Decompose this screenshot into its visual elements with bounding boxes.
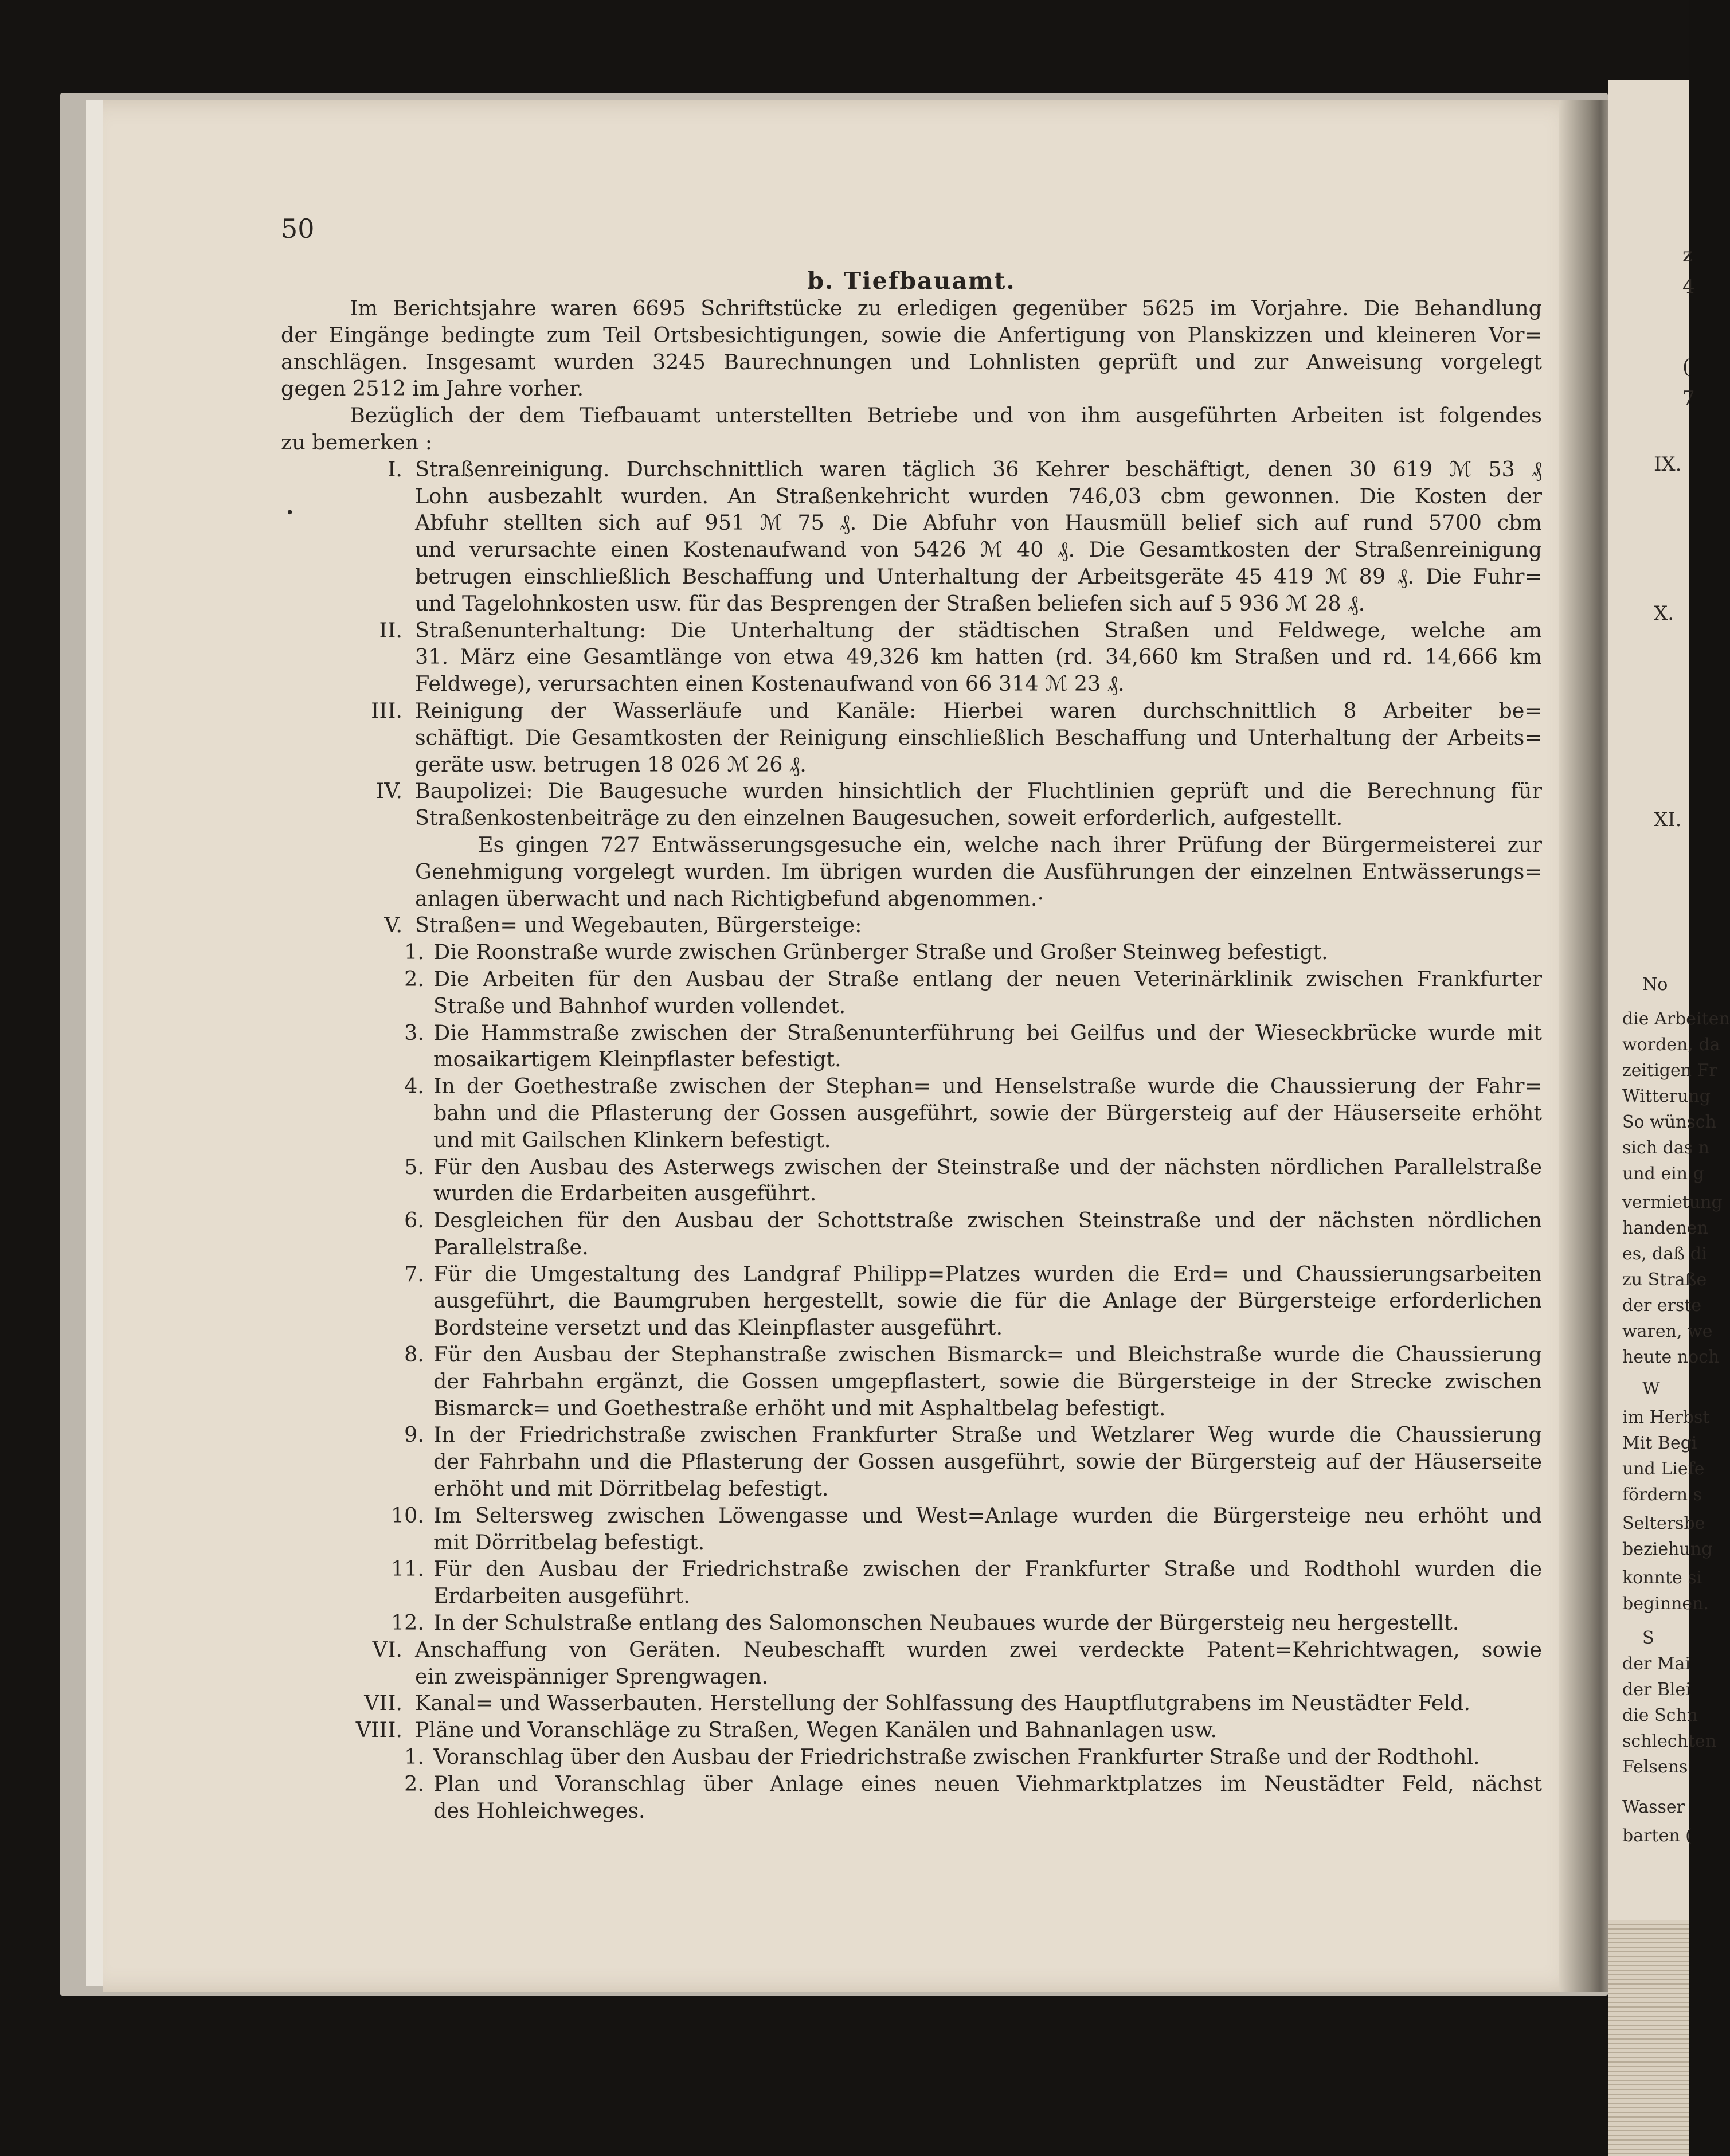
list-item-line: [281, 966, 1542, 993]
adjacent-word: sich das n: [1622, 1138, 1709, 1158]
list-item-text: Für den Ausbau der Friedrichstraße zwischen der Frankfurter Straße und Rodthohl wurden die: [433, 1556, 1542, 1582]
list-item-line: [281, 1502, 1542, 1529]
section-text: und Tagelohnkosten usw. für das Besprengen der Straßen beliefen sich auf 5 936 ℳ 28 ₰.: [415, 590, 1365, 616]
numeral-spacer: [281, 510, 415, 537]
section-line: [281, 752, 1542, 778]
section-text: Kanal= und Wasserbauten. Herstellung der Sohlfassung des Hauptflutgrabens im Neustädter Feld.: [415, 1691, 1471, 1716]
list-item-line: [281, 1100, 1542, 1127]
section-line: [281, 1690, 1542, 1717]
intro-line: anschlägen. Insgesamt wurden 3245 Baurechnungen und Lohnlisten geprüft und zur Anweisung vorgelegt: [281, 349, 1542, 374]
adjacent-word: der Blei: [1622, 1680, 1691, 1700]
section-para-text: anlagen überwacht und nach Richtigbefund abgenommen.·: [415, 886, 1044, 911]
section-numeral: VI.: [372, 1637, 402, 1662]
numeral-spacer: [281, 805, 415, 832]
section-numeral: I.: [387, 456, 402, 482]
section-numeral: III.: [371, 698, 402, 723]
list-item-text: Die Arbeiten für den Ausbau der Straße entlang der neuen Veterinärklinik zwischen Frankfurter: [433, 966, 1542, 991]
list-item-text: mit Dörritbelag befestigt.: [433, 1529, 705, 1555]
adjacent-word: fördern s: [1622, 1485, 1702, 1505]
list-item-line: [281, 1368, 1542, 1395]
section-para-line: [281, 859, 1542, 886]
list-item-line: [281, 1154, 1542, 1181]
section-line: [281, 617, 1542, 644]
section-para-text: Es gingen 727 Entwässerungsgesuche ein, welche nach ihrer Prüfung der Bürgermeisterei zur: [478, 832, 1542, 857]
list-item-text: Plan und Voranschlag über Anlage eines neuen Viehmarktplatzes im Neustädter Feld, nächst: [433, 1771, 1542, 1796]
list-item-number: 9.: [404, 1422, 424, 1447]
list-item-number: 12.: [390, 1610, 424, 1635]
list-item-text: Bismarck= und Goethestraße erhöht und mit Asphaltbelag befestigt.: [433, 1395, 1166, 1421]
list-item-number: 2.: [404, 1771, 424, 1796]
section-text: Anschaffung von Geräten. Neubeschafft wurden zwei verdeckte Patent=Kehrichtwagen, sowie: [415, 1637, 1542, 1662]
section-7: [281, 1690, 1542, 1717]
list-item-text: Die Hammstraße zwischen der Straßenunterführung bei Geilfus und der Wieseckbrücke wurde mit: [433, 1020, 1542, 1045]
section-text: geräte usw. betrugen 18 026 ℳ 26 ₰.: [415, 752, 807, 777]
list-item-line: [281, 1288, 1542, 1314]
list-item-number: 7.: [404, 1261, 424, 1286]
section-8: [281, 1717, 1542, 1824]
list-item-number: 5.: [404, 1154, 424, 1179]
numeral-spacer: [281, 1664, 415, 1691]
section-para-line: [281, 832, 1542, 859]
section-line: [281, 805, 1542, 832]
page-number: 50: [281, 213, 315, 244]
number-spacer: [281, 993, 433, 1020]
section-numeral: IV.: [376, 778, 402, 804]
section-line: [281, 456, 1542, 483]
list-item-line: [281, 1180, 1542, 1207]
adjacent-word: und ein g: [1622, 1164, 1704, 1184]
list-item-text: Für den Ausbau der Stephanstraße zwischen Bismarck= und Bleichstraße wurde die Chaussierung: [433, 1342, 1542, 1367]
adjacent-fragment: z: [1682, 244, 1693, 267]
page-stack-edge: [1608, 1920, 1689, 2156]
list-item-text: der Fahrbahn und die Pflasterung der Gossen ausgeführt, sowie der Bürgersteig auf der Häuserseite: [433, 1449, 1542, 1474]
section-text: und verursachte einen Kostenaufwand von 5426 ℳ 40 ₰. Die Gesamtkosten der Straßenreinigung: [415, 537, 1542, 562]
list-item-text: Im Seltersweg zwischen Löwengasse und West=Anlage wurden die Bürgersteige neu erhöht und: [433, 1502, 1542, 1528]
number-spacer: [281, 1180, 433, 1207]
list-item-text: Erdarbeiten ausgeführt.: [433, 1583, 690, 1609]
adjacent-word: S: [1642, 1628, 1654, 1648]
adjacent-word: zu Straße: [1622, 1270, 1707, 1290]
number-spacer: [281, 1127, 433, 1154]
section-numeral: V.: [384, 913, 402, 938]
section-numeral: VIII.: [355, 1717, 402, 1743]
list-item-line: [281, 1771, 1542, 1798]
list-item-text: bahn und die Pflasterung der Gossen ausgeführt, sowie der Bürgersteig auf der Häuserseite erhöht: [433, 1100, 1542, 1125]
section-text: schäftigt. Die Gesamtkosten der Reinigung einschließlich Beschaffung und Unterhaltung der Arbeits=: [415, 725, 1542, 750]
list-item-line: [281, 1127, 1542, 1154]
list-item-text: In der Goethestraße zwischen der Stephan= und Henselstraße wurde die Chaussierung der Fahr=: [433, 1074, 1542, 1099]
list-item-line: [281, 1261, 1542, 1288]
adjacent-word: zeitigen Fr: [1622, 1061, 1717, 1081]
number-spacer: [281, 1798, 433, 1825]
list-item-line: [281, 1449, 1542, 1476]
adjacent-word: Witterung: [1622, 1086, 1711, 1106]
list-item-text: Bordsteine versetzt und das Kleinpflaster ausgeführt.: [433, 1315, 1003, 1340]
section-line: [281, 644, 1542, 671]
adjacent-word: konnte si: [1622, 1568, 1702, 1588]
section-text: ein zweispänniger Sprengwagen.: [415, 1664, 769, 1689]
section-line: [281, 698, 1542, 725]
section-text: Pläne und Voranschläge zu Straßen, Wegen Kanälen und Bahnanlagen usw.: [415, 1717, 1217, 1743]
numeral-spacer: [281, 886, 415, 913]
list-item-number: 8.: [404, 1342, 424, 1367]
list-item-text: In der Friedrichstraße zwischen Frankfurter Straße und Wetzlarer Weg wurde die Chaussierung: [433, 1422, 1542, 1447]
numeral-spacer: [281, 564, 415, 590]
adjacent-word: Wasser: [1622, 1797, 1685, 1817]
section-text: Feldwege), verursachten einen Kostenaufwand von 66 314 ℳ 23 ₰.: [415, 671, 1125, 697]
list-item-text: und mit Gailschen Klinkern befestigt.: [433, 1127, 831, 1152]
adjacent-word: So wünsch: [1622, 1112, 1716, 1132]
list-item-text: Für die Umgestaltung des Landgraf Philipp=Platzes wurden die Erd= und Chaussierungsarbeiten: [433, 1261, 1542, 1286]
adjacent-word: No: [1642, 975, 1668, 995]
list-item-number: 1.: [404, 940, 424, 965]
numeral-spacer: [281, 483, 415, 510]
section-text: betrugen einschließlich Beschaffung und Unterhaltung der Arbeitsgeräte 45 419 ℳ 89 ₰. Die Fuhr=: [415, 564, 1542, 589]
sections-list: [281, 456, 1542, 1825]
list-item-line: [281, 1610, 1542, 1637]
intro-line: der Eingänge bedingte zum Teil Ortsbesichtigungen, sowie die Anfertigung von Planskizzen und kleineren Vor=: [281, 322, 1542, 347]
list-item-text: Desgleichen für den Ausbau der Schottstraße zwischen Steinstraße und der nächsten nördlichen: [433, 1208, 1542, 1233]
number-spacer: [281, 1395, 433, 1422]
list-item-text: des Hohleichweges.: [433, 1798, 645, 1823]
section-line: [281, 1717, 1542, 1744]
adjacent-word: Mit Begi: [1622, 1433, 1697, 1453]
adjacent-word: es, daß di: [1622, 1244, 1707, 1264]
list-item-text: Für den Ausbau des Asterwegs zwischen der Steinstraße und der nächsten nördlichen Parallelstraße: [433, 1154, 1542, 1179]
list-item-line: [281, 1020, 1542, 1047]
section-text: Straßenunterhaltung: Die Unterhaltung der städtischen Straßen und Feldwege, welche am: [415, 617, 1542, 643]
list-item-line: [281, 1556, 1542, 1583]
adjacent-word: der Mai: [1622, 1654, 1691, 1674]
list-item-text: der Fahrbahn ergänzt, die Gossen umgepflastert, sowie die Bürgersteige in der Strecke zwischen: [433, 1368, 1542, 1394]
list-item-text: wurden die Erdarbeiten ausgeführt.: [433, 1181, 817, 1206]
intro-line: Bezüglich der dem Tiefbauamt unterstellten Betriebe und von ihm ausgeführten Arbeiten ist folgendes: [350, 403, 1542, 428]
section-text: Reinigung der Wasserläufe und Kanäle: Hierbei waren durchschnittlich 8 Arbeiter be=: [415, 698, 1542, 723]
numeral-spacer: [281, 590, 415, 617]
section-line: [281, 1637, 1542, 1664]
numeral-spacer: [281, 752, 415, 778]
adjacent-word: heute noch: [1622, 1347, 1720, 1367]
section-3: [281, 698, 1542, 778]
adjacent-word: die Arbeiten: [1622, 1009, 1730, 1029]
adjacent-fragment: (: [1682, 355, 1690, 378]
adjacent-word: schlechten: [1622, 1731, 1717, 1751]
section-line: [281, 725, 1542, 752]
list-item-text: erhöht und mit Dörritbelag befestigt.: [433, 1476, 829, 1501]
adjacent-word: worden, da: [1622, 1035, 1720, 1055]
list-item-text: ausgeführt, die Baumgruben hergestellt, sowie die für die Anlage der Bürgersteige erforderlichen: [433, 1288, 1542, 1313]
intro-line: Im Berichtsjahre waren 6695 Schriftstücke zu erledigen gegenüber 5625 im Vorjahre. Die Behandlung: [350, 296, 1542, 320]
section-numeral: VII.: [364, 1691, 402, 1716]
list-item-line: [281, 1476, 1542, 1502]
section-2: [281, 617, 1542, 698]
adjacent-word: Seltersbe: [1622, 1513, 1705, 1533]
section-text: Straßenreinigung. Durchschnittlich waren täglich 36 Kehrer beschäftigt, denen 30 619 ℳ 53 ₰: [415, 456, 1542, 482]
adjacent-roman: X.: [1654, 602, 1674, 625]
list-item-line: [281, 1314, 1542, 1341]
list-item-line: [281, 1798, 1542, 1825]
section-text: Straßen= und Wegebauten, Bürgersteige:: [415, 913, 862, 938]
adjacent-word: waren, we: [1622, 1321, 1713, 1341]
adjacent-word: Felsens: [1622, 1757, 1688, 1777]
intro-line: gegen 2512 im Jahre vorher.: [281, 376, 584, 401]
section-line: [281, 590, 1542, 617]
section-line: [281, 778, 1542, 805]
list-item-line: [281, 1234, 1542, 1261]
list-item-text: Die Roonstraße wurde zwischen Grünberger Straße und Großer Steinweg befestigt.: [433, 940, 1328, 965]
section-line: [281, 671, 1542, 698]
number-spacer: [281, 1314, 433, 1341]
list-item-line: [281, 1422, 1542, 1449]
number-spacer: [281, 1583, 433, 1610]
list-item-number: 1.: [404, 1744, 424, 1770]
list-item-number: 2.: [404, 966, 424, 991]
page-text: [281, 209, 1542, 1824]
list-item-text: Straße und Bahnhof wurden vollendet.: [433, 993, 846, 1018]
list-item-line: [281, 1207, 1542, 1234]
list-item-text: mosaikartigem Kleinpflaster befestigt.: [433, 1047, 841, 1072]
section-6: [281, 1637, 1542, 1691]
adjacent-word: der erste: [1622, 1296, 1702, 1316]
numeral-spacer: [281, 537, 415, 564]
number-spacer: [281, 1529, 433, 1556]
list-item-number: 3.: [404, 1020, 424, 1045]
list-item-line: [281, 1744, 1542, 1771]
list-item-number: 6.: [404, 1208, 424, 1233]
adjacent-word: beginnen.: [1622, 1594, 1709, 1614]
list-item-number: 10.: [390, 1502, 424, 1528]
adjacent-word: vermietung: [1622, 1192, 1723, 1212]
intro-paragraph: [281, 295, 1542, 456]
list-item-number: 4.: [404, 1074, 424, 1099]
adjacent-word: und Liefe: [1622, 1459, 1705, 1479]
section-line: [281, 537, 1542, 564]
number-spacer: [281, 1368, 433, 1395]
numeral-spacer: [281, 832, 415, 859]
list-item-text: In der Schulstraße entlang des Salomonschen Neubaues wurde der Bürgersteig neu hergestellt.: [433, 1610, 1459, 1635]
adjacent-word: handenen: [1622, 1218, 1708, 1238]
adjacent-fragment: 7: [1682, 387, 1695, 410]
section-5: [281, 912, 1542, 1637]
list-item-line: [281, 1073, 1542, 1100]
number-spacer: [281, 1288, 433, 1314]
section-line: [281, 510, 1542, 537]
numeral-spacer: [281, 725, 415, 752]
section-text: Lohn ausbezahlt wurden. An Straßenkehricht wurden 746,03 cbm gewonnen. Die Kosten der: [415, 483, 1542, 508]
list-item-line: [281, 1046, 1542, 1073]
adjacent-word: beziehung: [1622, 1539, 1713, 1559]
section-text: Straßenkostenbeiträge zu den einzelnen Baugesuchen, soweit erforderlich, aufgestellt.: [415, 805, 1343, 831]
number-spacer: [281, 1234, 433, 1261]
page-edge: [86, 100, 103, 1986]
numeral-spacer: [281, 644, 415, 671]
number-spacer: [281, 1046, 433, 1073]
intro-line: zu bemerken :: [281, 429, 433, 455]
section-numeral: II.: [379, 617, 402, 643]
number-spacer: [281, 1476, 433, 1502]
adjacent-page: [1608, 80, 1730, 2156]
list-item-line: [281, 993, 1542, 1020]
adjacent-word: barten (: [1622, 1826, 1692, 1846]
list-item-line: [281, 1583, 1542, 1610]
section-line: [281, 564, 1542, 590]
list-item-line: [281, 1395, 1542, 1422]
section-text: Abfuhr stellten sich auf 951 ℳ 75 ₰. Die Abfuhr von Hausmüll belief sich auf rund 5700 cbm: [415, 510, 1542, 535]
list-item-line: [281, 939, 1542, 966]
list-item-text: Parallelstraße.: [433, 1234, 589, 1259]
section-heading: b. Tiefbauamt.: [807, 267, 1016, 295]
section-line: [281, 912, 1542, 939]
section-para-line: [281, 886, 1542, 913]
section-para-text: Genehmigung vorgelegt wurden. Im übrigen wurden die Ausführungen der einzelnen Entwässerungs=: [415, 859, 1542, 884]
numeral-spacer: [281, 859, 415, 886]
list-item-number: 11.: [390, 1556, 424, 1582]
section-text: 31. März eine Gesamtlänge von etwa 49,326 km hatten (rd. 34,660 km Straßen und rd. 14,666 km: [415, 644, 1542, 670]
list-item-text: Voranschlag über den Ausbau der Friedrichstraße zwischen Frankfurter Straße und der Rodthohl.: [433, 1744, 1480, 1770]
adjacent-word: die Schn: [1622, 1705, 1698, 1725]
adjacent-fragment: 4: [1682, 275, 1695, 298]
adjacent-roman: XI.: [1654, 808, 1682, 831]
list-item-line: [281, 1529, 1542, 1556]
section-line: [281, 483, 1542, 510]
numeral-spacer: [281, 671, 415, 698]
adjacent-word: W: [1642, 1379, 1660, 1399]
section-1: [281, 456, 1542, 617]
margin-mark: •: [285, 504, 295, 522]
list-item-line: [281, 1341, 1542, 1368]
adjacent-roman: IX.: [1654, 453, 1682, 476]
section-4: [281, 778, 1542, 912]
section-text: Baupolizei: Die Baugesuche wurden hinsichtlich der Fluchtlinien geprüft und die Berechnung für: [415, 778, 1542, 804]
number-spacer: [281, 1100, 433, 1127]
adjacent-word: im Herbst: [1622, 1407, 1710, 1427]
number-spacer: [281, 1449, 433, 1476]
section-line: [281, 1664, 1542, 1691]
